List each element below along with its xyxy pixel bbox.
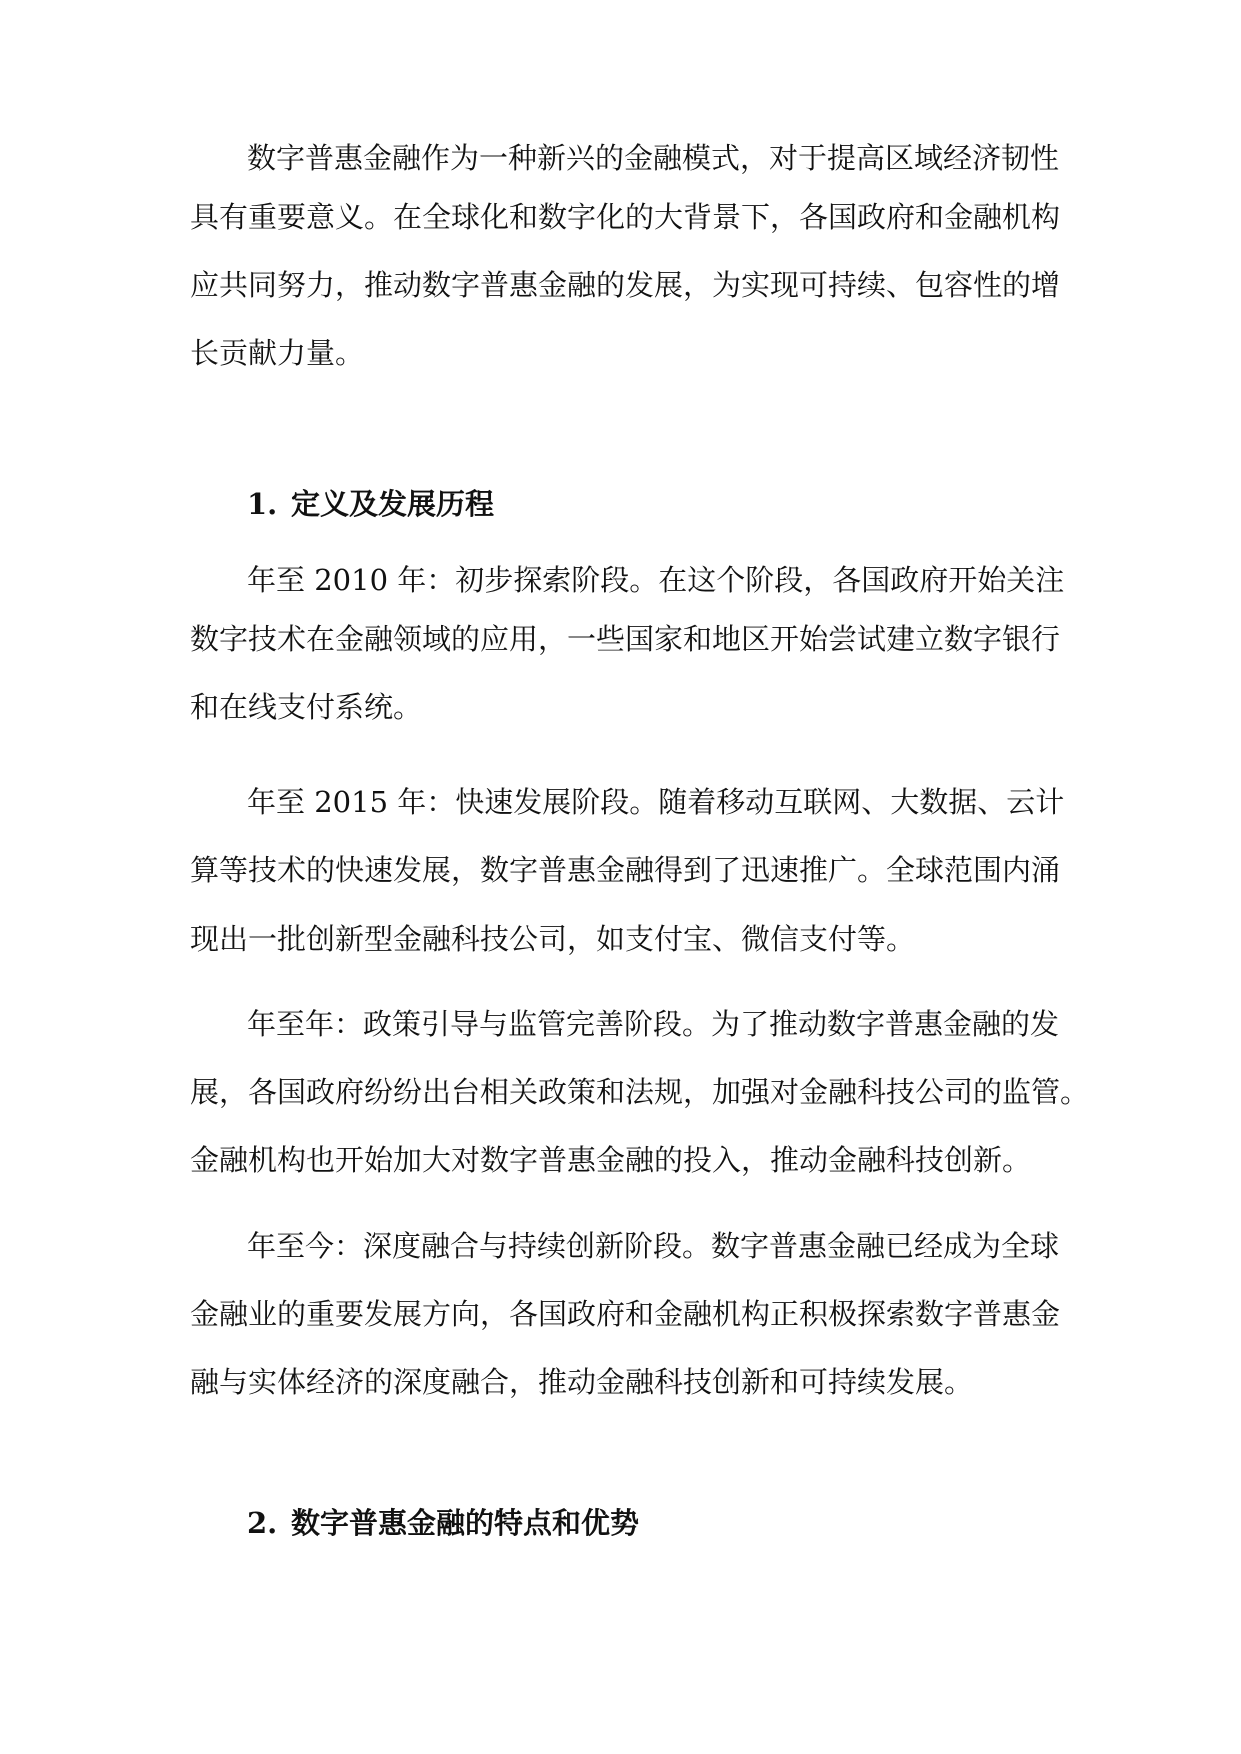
s1-p4-line-3: 融与实体经济的深度融合，推动金融科技创新和可持续发展。 — [190, 1365, 974, 1399]
intro-line-3: 应共同努力，推动数字普惠金融的发展，为实现可持续、包容性的增 — [190, 268, 1061, 302]
section-1-title: 定义及发展历程 — [291, 487, 495, 521]
s1-p1-line-2: 数字技术在金融领域的应用，一些国家和地区开始尝试建立数字银行 — [190, 622, 1061, 656]
s1-p4-line-1: 年至今：深度融合与持续创新阶段。数字普惠金融已经成为全球 — [247, 1229, 1060, 1263]
section-2-title: 数字普惠金融的特点和优势 — [291, 1506, 640, 1540]
s1-p4-line-2: 金融业的重要发展方向，各国政府和金融机构正积极探索数字普惠金 — [190, 1297, 1061, 1331]
intro-line-1: 数字普惠金融作为一种新兴的金融模式，对于提高区域经济韧性 — [247, 141, 1060, 175]
section-2-number: 2. — [247, 1506, 278, 1540]
s1-p2-line-1: 年至 2015 年：快速发展阶段。随着移动互联网、大数据、云计 — [247, 785, 1065, 819]
s1-p3-line-2: 展，各国政府纷纷出台相关政策和法规，加强对金融科技公司的监管。 — [190, 1075, 1090, 1109]
intro-line-4: 长贡献力量。 — [190, 336, 365, 370]
s1-p1-line-1: 年至 2010 年：初步探索阶段。在这个阶段，各国政府开始关注 — [247, 563, 1065, 597]
section-1-heading — [247, 484, 494, 524]
s1-p3-line-1: 年至年：政策引导与监管完善阶段。为了推动数字普惠金融的发 — [247, 1007, 1060, 1041]
section-1-number: 1. — [247, 487, 278, 521]
section-2-heading — [247, 1503, 639, 1543]
intro-line-2: 具有重要意义。在全球化和数字化的大背景下，各国政府和金融机构 — [190, 200, 1061, 234]
s1-p2-line-3: 现出一批创新型金融科技公司，如支付宝、微信支付等。 — [190, 922, 916, 956]
s1-p3-line-3: 金融机构也开始加大对数字普惠金融的投入，推动金融科技创新。 — [190, 1143, 1032, 1177]
s1-p2-line-2: 算等技术的快速发展，数字普惠金融得到了迅速推广。全球范围内涌 — [190, 853, 1061, 887]
s1-p1-line-3: 和在线支付系统。 — [190, 690, 423, 724]
